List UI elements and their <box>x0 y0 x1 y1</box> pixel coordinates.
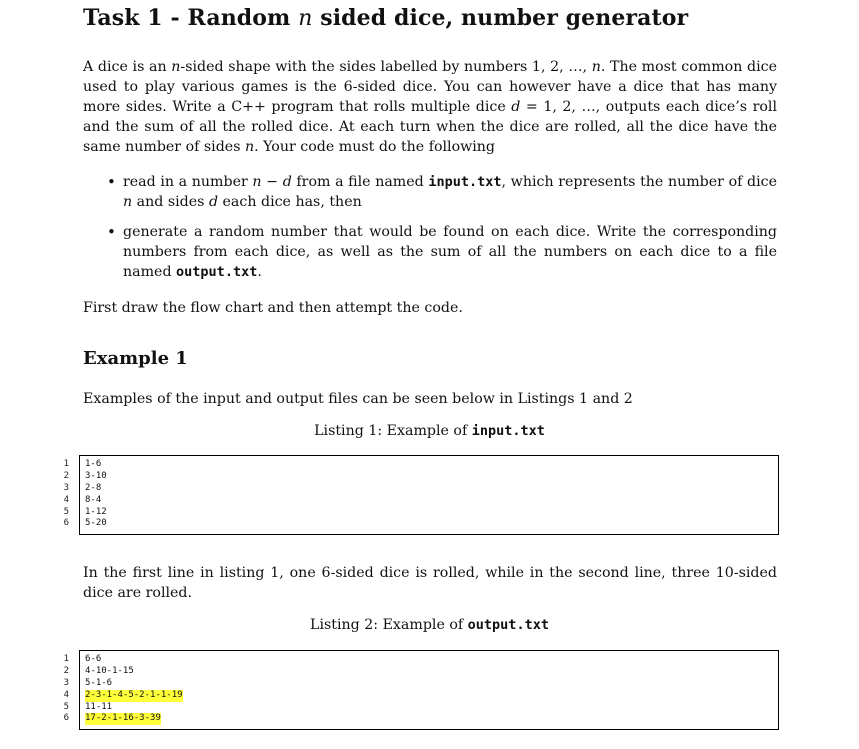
listing1-line <box>63 494 778 507</box>
example-heading: Example 1 <box>83 348 188 369</box>
code-line: 2-8 <box>85 482 102 493</box>
listing2-line <box>63 677 778 690</box>
listing1-line <box>63 482 778 495</box>
listing1-line <box>63 459 778 471</box>
example-intro: Examples of the input and output files can be seen below in Listings 1 and 2 <box>83 391 633 407</box>
listing2-line <box>63 665 778 678</box>
code-line: 1-6 <box>85 459 102 469</box>
line-number: 3 <box>63 677 69 688</box>
code-line: 17-2-1-16-3-39 <box>85 713 161 724</box>
line-number: 6 <box>63 713 69 724</box>
listing2-caption: Listing 2: Example of output.txt <box>310 617 549 633</box>
listing2-box <box>63 650 779 730</box>
listing1-line <box>63 518 778 530</box>
listing2-line <box>63 713 778 725</box>
requirements-list <box>83 172 777 292</box>
listing1-line <box>63 506 778 519</box>
line-number: 3 <box>63 482 69 493</box>
code-line: 6-6 <box>85 654 102 664</box>
listing1-caption: Listing 1: Example of input.txt <box>314 423 545 439</box>
line-number: 1 <box>63 654 69 664</box>
line-number: 5 <box>63 701 69 712</box>
line-number: 4 <box>63 689 69 700</box>
code-line: 5-1-6 <box>85 677 113 688</box>
line-number: 2 <box>63 470 69 481</box>
task-title: Task 1 - Random n sided dice, number generator <box>83 5 689 31</box>
listing-explanation: In the first line in listing 1, one 6-sided dice is rolled, while in the second line, three 10-sided dice are rolled. <box>83 565 777 601</box>
code-line: 1-12 <box>85 506 107 517</box>
code-line: 2-3-1-4-5-2-1-1-19 <box>85 689 183 700</box>
code-line: 11-11 <box>85 701 113 712</box>
line-number: 2 <box>63 665 69 676</box>
line-number: 6 <box>63 518 69 529</box>
listing2-line <box>63 701 778 714</box>
code-line: 5-20 <box>85 518 107 529</box>
code-line: 3-10 <box>85 470 107 481</box>
line-number: 4 <box>63 494 69 505</box>
requirement-read-input: • read in a number n − d from a file named input.txt, which represents the number of dice n and sides d each dice has, then <box>83 172 777 212</box>
intro-paragraph: A dice is an n-sided shape with the sides labelled by numbers 1, 2, …, n. The most common dice used to play various games is the 6-sided dice. You can however have a dice that has many more sides. Write a C++ program that rolls multiple dice d = 1, 2, …, outputs each dice’s roll and the sum of all the rolled dice. At each turn when the dice are rolled, all the dice have the same number of sides n. Your code must do the following <box>83 59 777 155</box>
line-number: 1 <box>63 459 69 469</box>
requirement-generate-output: • generate a random number that would be found on each dice. Write the corresponding numbers from each dice, as well as the sum of all the numbers on each dice to a file named output.txt. <box>83 222 777 282</box>
code-line: 4-10-1-15 <box>85 665 134 676</box>
line-number: 5 <box>63 506 69 517</box>
listing2-line <box>63 654 778 666</box>
listing1-line <box>63 470 778 483</box>
listing2-line <box>63 689 778 702</box>
listing1-box <box>63 455 779 535</box>
code-line: 8-4 <box>85 494 102 505</box>
flow-chart-note: First draw the flow chart and then attempt the code. <box>83 300 463 316</box>
